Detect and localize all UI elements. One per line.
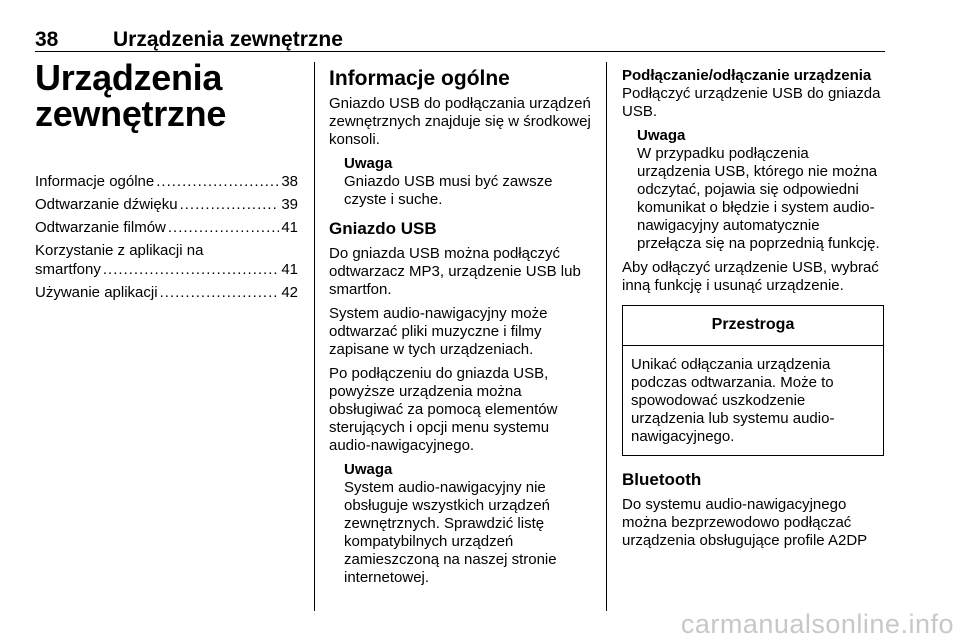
watermark: carmanualsonline.info bbox=[680, 609, 954, 639]
warning-title: Przestroga bbox=[623, 306, 883, 346]
toc-title: Odtwarzanie dźwięku bbox=[35, 196, 178, 213]
toc-page: 41 bbox=[281, 219, 298, 236]
section-heading: Podłączanie/odłączanie urządzenia bbox=[622, 67, 872, 84]
toc-title: Informacje ogólne bbox=[35, 173, 155, 190]
toc-item-aplikacje[interactable] bbox=[35, 283, 298, 302]
column-general-info bbox=[329, 67, 591, 593]
toc-title-line1: Korzystanie z aplikacji na bbox=[35, 242, 204, 259]
chapter-title-line1: Urządzenia bbox=[35, 57, 223, 98]
paragraph: Do systemu audio-nawigacyjnego można bezprzewodowo podłączać urządzenia obsługujące profile A2DP bbox=[622, 496, 868, 549]
chapter-title bbox=[35, 57, 305, 134]
note bbox=[329, 155, 591, 209]
toc-page: 38 bbox=[281, 173, 298, 190]
note-text: System audio-nawigacyjny nie obsługuje wszystkich urządzeń zewnętrznych. Sprawdzić listę kompatybilnych urządzeń zamieszczoną na naszej stronie internetowej. bbox=[344, 479, 557, 586]
column-divider bbox=[314, 62, 315, 611]
toc-page: 41 bbox=[281, 261, 298, 278]
note-label: Uwaga bbox=[344, 155, 393, 172]
toc-title: smartfony bbox=[35, 261, 101, 278]
warning-box bbox=[622, 305, 884, 456]
toc-item-odtwarzanie-dzwieku[interactable] bbox=[35, 195, 298, 214]
subsection-heading: Gniazdo USB bbox=[329, 219, 437, 238]
warning-text: Unikać odłączania urządzenia podczas odtwarzania. Może to spowodować uszkodzenie urządzenia lub systemu audio-nawigacyjnego. bbox=[631, 356, 835, 445]
paragraph: Gniazdo USB do podłączania urządzeń zewnętrznych znajduje się w środkowej konsoli. bbox=[329, 95, 591, 148]
toc-page: 39 bbox=[281, 196, 298, 213]
header-rule bbox=[35, 51, 885, 52]
table-of-contents bbox=[35, 172, 298, 306]
toc-item-informacje[interactable] bbox=[35, 172, 298, 191]
toc-page: 42 bbox=[281, 284, 298, 301]
paragraph: System audio-nawigacyjny może odtwarzać pliki muzyczne i filmy zapisane w tych urządzeniach. bbox=[329, 305, 548, 358]
subsection-heading: Bluetooth bbox=[622, 470, 702, 489]
paragraph: Aby odłączyć urządzenie USB, wybrać inną funkcję i usunąć urządzenie. bbox=[622, 259, 879, 294]
note-text: W przypadku podłączenia urządzenia USB, którego nie można odczytać, pojawia się odpowiedni komunikat o błędzie i system audio-nawigacyjny automatycznie przełącza się na poprzednią funkcję. bbox=[637, 145, 880, 252]
column-connecting bbox=[622, 67, 886, 556]
toc-item-odtwarzanie-filmow[interactable] bbox=[35, 218, 298, 237]
paragraph: Po podłączeniu do gniazda USB, powyższe urządzenia można obsługiwać za pomocą elementów sterujących i opcji menu systemu audio-nawigacyjnego. bbox=[329, 365, 558, 454]
toc-title: Używanie aplikacji bbox=[35, 284, 158, 301]
note bbox=[622, 127, 886, 253]
toc-title: Odtwarzanie filmów bbox=[35, 219, 166, 236]
chapter-title-line2: zewnętrzne bbox=[35, 93, 227, 134]
column-divider bbox=[606, 62, 607, 611]
note-label: Uwaga bbox=[344, 461, 393, 478]
running-title: Urządzenia zewnętrzne bbox=[113, 28, 343, 51]
note-label: Uwaga bbox=[637, 127, 686, 144]
page-header bbox=[35, 28, 885, 52]
toc-item-smartfony[interactable] bbox=[35, 241, 298, 279]
page-number: 38 bbox=[35, 28, 59, 51]
note bbox=[329, 461, 591, 587]
paragraph: Podłączyć urządzenie USB do gniazda USB. bbox=[622, 85, 881, 120]
note-text: Gniazdo USB musi być zawsze czyste i suche. bbox=[344, 173, 553, 208]
paragraph: Do gniazda USB można podłączyć odtwarzacz MP3, urządzenie USB lub smartfon. bbox=[329, 245, 581, 298]
section-heading: Informacje ogólne bbox=[329, 67, 510, 90]
